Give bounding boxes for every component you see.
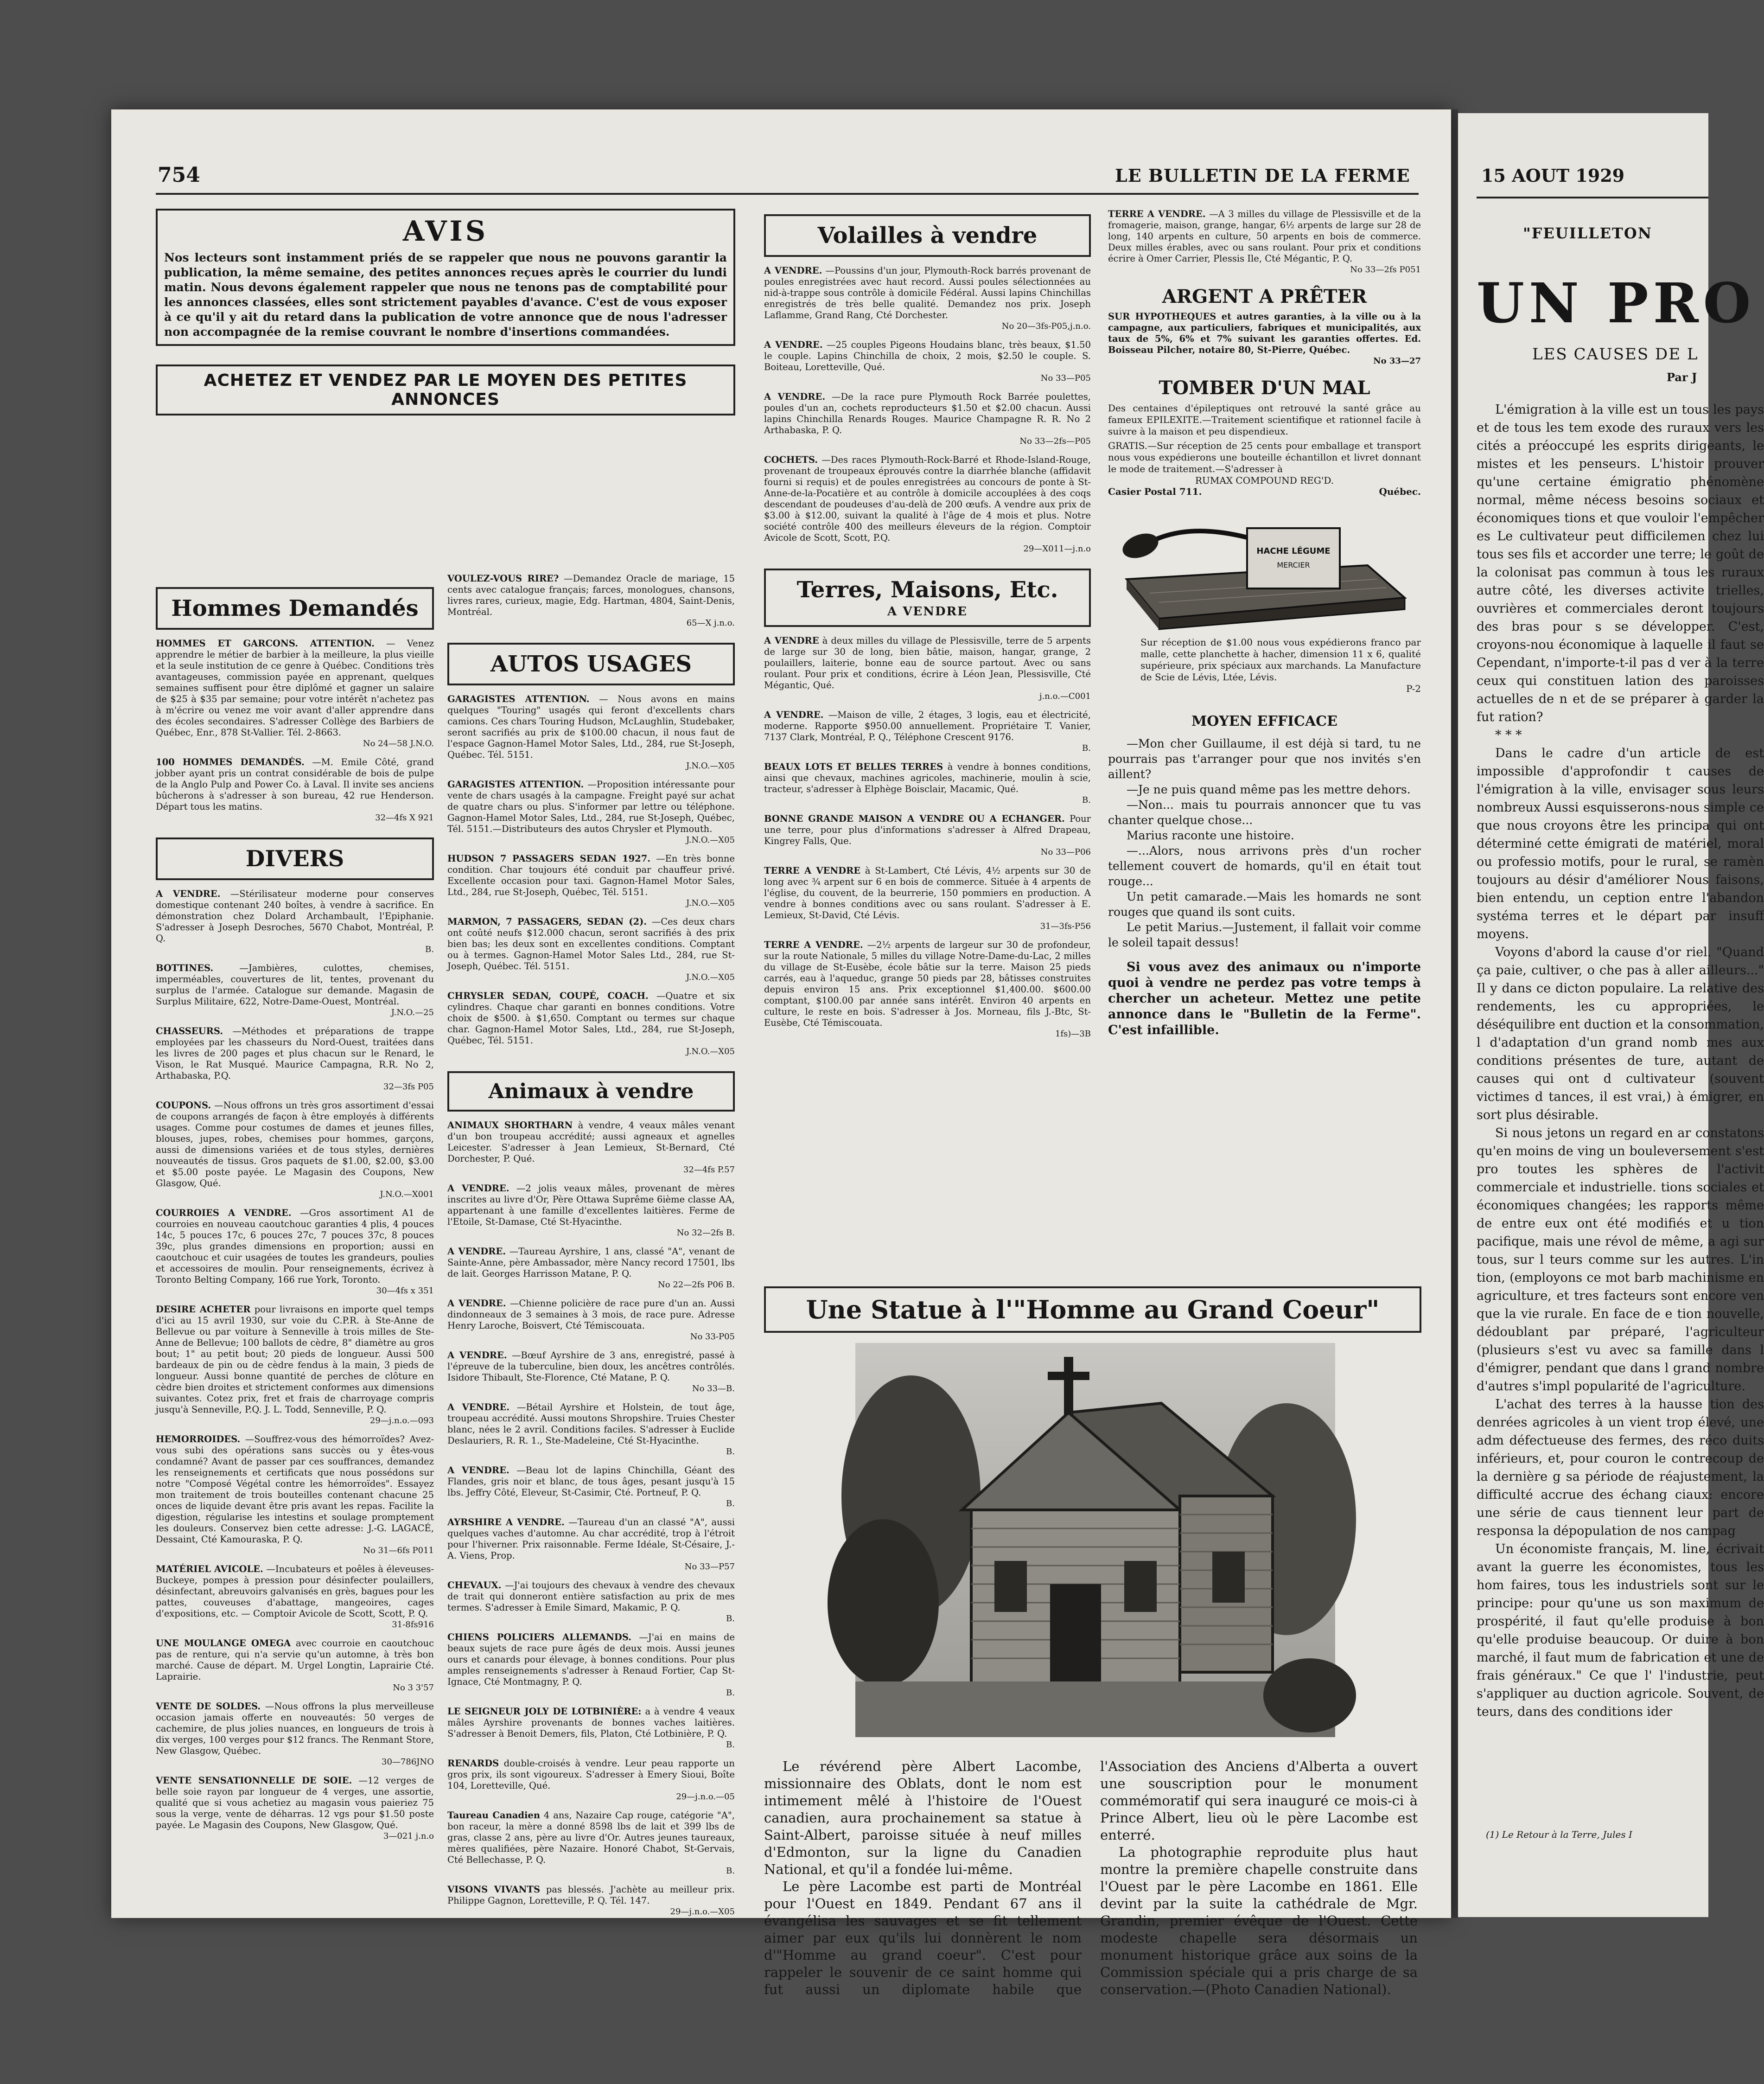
ad-ref: 29—X011—j.n.o bbox=[1023, 544, 1091, 554]
ad-text: —Bétail Ayrshire et Holstein, de tout âge, troupeau accrédité. Aussi moutons Shropshire. Truies Chester blanc, nées le 2 avril. Conditions faciles. S'adresser à Euclide Deslauriers, R. R. 1., Ste-Madeleine, Cté St-Hyacinthe. bbox=[447, 1402, 735, 1446]
ad-lead: A VENDRE bbox=[764, 635, 819, 646]
ad-text: —Jambières, culottes, chemises, imperméables, couvertures de lit, tentes, provenant du surplus de l'armée. Catalogue sur demande. Magasin de Surplus Militaire, 622, Notre-Dame-Ouest, Montréal. bbox=[156, 963, 434, 1007]
mal-text: Des centaines d'épileptiques ont retrouvé la santé grâce au fameux EPILEXITE.—Traitement scientifique et rationnel facile à suivre à la maison et peu dispendieux. bbox=[1108, 403, 1421, 437]
tool-caption bbox=[1108, 637, 1421, 695]
classified-ad bbox=[764, 265, 1091, 332]
classified-ad bbox=[447, 1402, 735, 1458]
ad-lead: BEAUX LOTS ET BELLES TERRES bbox=[764, 761, 943, 772]
tool-ref: P-2 bbox=[1406, 683, 1421, 694]
ad-text: —J'ai toujours des chevaux à vendre des chevaux de trait qui donneront entière satisfaction au prix de mes termes. S'adresser à Emile Simard, Makamic, P. Q. bbox=[447, 1580, 735, 1613]
classified-ad bbox=[447, 1465, 735, 1509]
mal-address bbox=[1108, 486, 1421, 498]
volailles-ads bbox=[764, 265, 1091, 555]
classified-ad bbox=[764, 865, 1091, 932]
ad-lead: COUPONS. bbox=[156, 1100, 211, 1111]
ad-lead: TERRE A VENDRE. bbox=[1108, 209, 1206, 219]
ad-ref: No 22—2fs P06 B. bbox=[658, 1280, 735, 1290]
terres-title: Terres, Maisons, Etc. bbox=[796, 577, 1058, 603]
ad-lead: A VENDRE. bbox=[764, 391, 826, 402]
mal-company: RUMAX COMPOUND REG'D. bbox=[1195, 475, 1334, 486]
moyen-story bbox=[1108, 736, 1421, 950]
paragraph: Le petit Marius.—Justement, il fallait voir comme le soleil tapait dessus! bbox=[1108, 921, 1421, 949]
classified-ad bbox=[764, 710, 1091, 754]
ad-ref: 32—4fs P.57 bbox=[683, 1165, 735, 1175]
ad-ref: B. bbox=[425, 945, 434, 954]
ad-lead: HUDSON 7 PASSAGERS SEDAN 1927. bbox=[447, 853, 651, 864]
ad-text: —Nous offrons la plus merveilleuse occasion jamais offerte en nouveautés: 50 verges de cachemire, de plus jolies nuances, en longueurs de trois à dix verges, 100 verges pour $12 francs. The Renmant Store, New Glasgow, Québec. bbox=[156, 1701, 434, 1756]
paragraph: —Je ne puis quand même pas les mettre dehors. bbox=[1127, 783, 1411, 796]
ad-ref: 30—4fs x 351 bbox=[376, 1286, 434, 1296]
ad-ref: No 33—B. bbox=[692, 1384, 735, 1394]
ad-lead: A VENDRE. bbox=[447, 1183, 509, 1194]
ad-ref: No 33-P05 bbox=[690, 1332, 735, 1342]
classified-ad bbox=[447, 1298, 735, 1342]
ad-text: —Poussins d'un jour, Plymouth-Rock barrés provenant de poules enregistrées avec haut record. Aussi poules sélectionnées au nid-à-trappe sous contrôle à domicile Fédéral. Aussi lapins Chinchillas enregistrés de très belle qualité. Demandez nos prix. Joseph Laflamme, Grand Rang, Cté Dorchester. bbox=[764, 265, 1091, 320]
ad-text: 4 ans, Nazaire Cap rouge, catégorie "A", bon raceur, la mère a donné 8598 lbs de lait et 399 lbs de gras, classe 2 ans, père au livre d'Or. Autres jeunes taureaux, mères qualifiées, père Nazaire. Honoré Chabot, St-Gervais, Cté Bellechasse, P. Q. bbox=[447, 1810, 735, 1865]
page2-byline: Par J bbox=[1667, 371, 1697, 384]
classified-ad bbox=[764, 761, 1091, 806]
col3-top-ads bbox=[1108, 209, 1421, 275]
ad-lead: MATÉRIEL AVICOLE. bbox=[156, 1564, 263, 1574]
paragraph: L'émigration à la ville est un tous les pays et de tous les tem exode des ruraux vers les cités a préoccupé les esprits dirigeants, le mistes et les penseurs. L'histoir prouver qu'une certaine émigratio phénomène normal, même nécess besoins sociaux et économiques tions et que vouloir l'empêcher es Le cultivateur peut difficilemen chez lui tous ses fils et accorder une terre; le goût de la colonisat pas commun à tous les ruraux autre côté, les diverses activite trielles, ouvrières et commerciales deront toujours des bras pour s se développer. C'est, croyons-nou économique à laquelle il faut se Cependant, n'importe-t-il pas d ver à la terre ceux qui constituen lation des paroisses actuelles de n et de se préparer à garder la fut ration? bbox=[1477, 403, 1764, 724]
chopper-board-illustration bbox=[1108, 510, 1421, 630]
ad-text: —Quatre et six cylindres. Chaque char garanti en bonnes conditions. Votre choix de $500. à $1,650. Comptant ou termes sur chaque char. Gagnon-Hamel Motor Sales, Ltd., 284, rue St-Joseph, Québec, Tél. 5151. bbox=[447, 991, 735, 1046]
blade-sublabel: MERCIER bbox=[1277, 561, 1310, 569]
mal-title: TOMBER D'UN MAL bbox=[1159, 377, 1370, 399]
ad-text: —A 3 milles du village de Plessisville et de la fromagerie, maison, grange, hangar, 6½ arpents de large sur 28 de long, 140 arpents en culture, 50 arpents en bois de commerce. Deux milles érables, avec ou sans roulant. Pour prix et conditions écrire à Omer Carrier, Plessis Ile, Cté Mégantic, P. Q. bbox=[1108, 209, 1421, 264]
section-volailles-header: Volailles à vendre bbox=[764, 214, 1091, 257]
classified-ad bbox=[156, 889, 434, 955]
ad-ref: 30—786JNO bbox=[382, 1757, 434, 1767]
classified-ad bbox=[156, 1775, 434, 1842]
ad-ref: 32—4fs X 921 bbox=[375, 813, 434, 823]
paragraph: Voyons d'abord la cause d'or riel. "Quand ça paie, cultiver, o che pas à aller ailleurs..." Il y dans ce dicton populaire. La relative des rendements, les cu appropriées, le déséquilibre ent duction et la consommation, l d'adaptation d'un grand nomb mes aux conditions présentes de ture, autant de causes qui ont d cultivateur (souvent victimes d tances, il est vrai,) à émigrer, en sort plus désirable. bbox=[1477, 945, 1764, 1122]
page2-feuilleton: "FEUILLETON bbox=[1523, 224, 1652, 242]
classified-ad bbox=[447, 916, 735, 983]
classified-ad bbox=[156, 1564, 434, 1630]
ad-ref: No 20—3fs-P05,j.n.o. bbox=[1001, 321, 1091, 331]
paragraph: Si nous jetons un regard en ar constatons qu'en moins de ving un bouleversement s'est pro toutes les sphères de l'activit commerciale et industrielle. tions sociales et économiques changées; les rapports même de entre eux ont été modifiés et u tion pacifique, mais une révol de même, a agi sur tous, sur l teurs comme sur les autres. L'in tion, (employons ce mot barb machinisme en agriculture, et tres facteurs sont encore ven que la vie rurale. En face de e tion nouvelle, dédoublant par préparé, l'agriculteur (plusieurs s'est vu avec sa famille dans l d'émigrer, pendant que dans l grand nombre d'autres s'impl popularité de l'agriculture. bbox=[1477, 1126, 1764, 1394]
ad-lead: A VENDRE. bbox=[764, 339, 823, 350]
ad-text: —Proposition intéressante pour vente de chars usagés à la campagne. Freight payé sur achat de quatre chars ou plus. S'informer par lettre ou téléphone. Gagnon-Hamel Motor Sales, Ltd., 284, rue St-Joseph, Québec, Tél. 5151.—Distributeurs des autos Chrysler et Plymouth. bbox=[447, 779, 735, 834]
ad-lead: UNE MOULANGE OMEGA bbox=[156, 1638, 291, 1649]
ad-lead: RENARDS bbox=[447, 1758, 499, 1769]
ad-lead: AYRSHIRE A VENDRE. bbox=[447, 1517, 565, 1528]
mal-gratis: GRATIS.—Sur réception de 25 cents pour emballage et transport nous vous expédierons une bouteille échantillon et livret donnant le mode de traitement.—S'adresser à bbox=[1108, 440, 1421, 474]
ad-lead: COURROIES A VENDRE. bbox=[156, 1208, 292, 1218]
ad-lead: HOMMES ET GARCONS. ATTENTION. bbox=[156, 638, 375, 649]
statue-article-title: Une Statue à l'"Homme au Grand Coeur" bbox=[764, 1286, 1421, 1333]
ad-text: —Souffrez-vous des hémorroïdes? Avez-vous subi des opérations sans succès ou y êtes-vous condamné? Avant de passer par ces souffrances, demandez les renseignements et certificats que nous possédons sur notre "Composé Végétal contre les hémorroïdes". Essayez mon traitement de trois bouteilles contenant chacune 25 onces de liquide devant être pris avant les repas. Facilite la digestion, régularise les intestins et soulage promptement les douleurs. Conservez bien cette adresse: J.-G. LAGACÉ, Dessaint, Cté Kamouraska, P. Q. bbox=[156, 1434, 434, 1545]
running-title: LE BULLETIN DE LA FERME bbox=[1115, 165, 1410, 186]
terres-ads bbox=[764, 635, 1091, 1040]
ad-ref: 32—3fs P05 bbox=[383, 1082, 434, 1092]
classified-ad bbox=[447, 1246, 735, 1291]
classified-ad bbox=[156, 638, 434, 749]
newspaper-page-left bbox=[111, 109, 1451, 1997]
blade-label: HACHE LÉGUME bbox=[1256, 546, 1331, 556]
ad-ref: 3—021 j.n.o bbox=[383, 1831, 434, 1841]
page2-header-rule bbox=[1477, 197, 1708, 198]
ad-ref: B. bbox=[726, 1499, 735, 1509]
ad-lead: A VENDRE. bbox=[447, 1298, 506, 1309]
ad-ref: B. bbox=[1082, 795, 1091, 805]
ad-text: —Demandez Oracle de mariage, 15 cents avec catalogue français; farces, monologues, chansons, livres rares, curieux, magie, Edg. Hartman, 4804, Saint-Denis, Montréal. bbox=[447, 573, 735, 617]
classified-ad bbox=[764, 813, 1091, 858]
argent-ref: No 33—27 bbox=[1373, 356, 1421, 366]
classified-ad bbox=[447, 991, 735, 1057]
paragraph: —Mon cher Guillaume, il est déjà si tard, tu ne pourrais pas t'arranger pour que nos invités s'en aillent? bbox=[1108, 737, 1421, 781]
ad-text: —Méthodes et préparations de trappe employées par les chasseurs du Nord-Ouest, traitées dans les livres de 200 pages et plus chacun sur le Renard, le Vison, le Rat Musqué. Maurice Campagna, R.R. No 2, Arthabaska, P.Q. bbox=[156, 1026, 434, 1081]
ad-lead: DESIRE ACHETER bbox=[156, 1304, 251, 1315]
ad-lead: BONNE GRANDE MAISON A VENDRE OU A ECHANGER. bbox=[764, 813, 1065, 824]
ad-ref: J.N.O.—X05 bbox=[686, 972, 735, 982]
ad-lead: Taureau Canadien bbox=[447, 1810, 541, 1821]
avis-area bbox=[156, 209, 735, 416]
page2-article-body bbox=[1477, 401, 1764, 1721]
ad-text: à vendre, 4 veaux mâles venant d'un bon troupeau accrédité; aussi agneaux et agnelles Leicester. S'adresser à Jean Lemieux, St-Bernard, Cté Dorchester, P. Qué. bbox=[447, 1120, 735, 1164]
ad-text: —J'ai en mains de beaux sujets de race pure âgés de deux mois. Aussi jeunes ours et canards pour élevage, à bonnes conditions. Pour plus amples renseignements s'adresser à Renaud Fortier, Cap St-Ignace, Cté Montmagny, P. Q. bbox=[447, 1632, 735, 1687]
ad-lead: A VENDRE. bbox=[156, 889, 221, 899]
ad-text: —M. Emile Côté, grand jobber ayant pris un contrat considérable de bois de pulpe de la Anglo Pulp and Power Co. à Laval. Il invite ses anciens bûcherons à s'adresser à son bureau, 42 rue Henderson. Départ tous les matins. bbox=[156, 757, 434, 812]
column-4 bbox=[1108, 209, 1421, 1038]
paragraph: Un économiste français, M. line, écrivait avant la guerre les économistes, tous les hom faires, tous les industriels sont sur le principe: pour qu'une us son maximum de prospérité, il faut qu'elle produise à bon qu'elle produise beaucoup. Or duire à bon marché, il faut mum de fabrication et une de frais généraux." Ce que l' l'industrie, peut s'appliquer au duction agricole. Souvent, de teurs, dans des conditions ider bbox=[1477, 1542, 1764, 1719]
moyen-cta: Si vous avez des animaux ou n'importe quoi à vendre ne perdez pas votre temps à chercher un acheteur. Mettez une petite annonce dans le "Bulletin de la Ferme". C'est infaillible. bbox=[1108, 960, 1421, 1037]
classified-ad bbox=[447, 1884, 735, 1918]
ad-lead: A VENDRE. bbox=[447, 1350, 507, 1361]
page2-title: UN PRO bbox=[1477, 271, 1756, 335]
ad-ref: B. bbox=[726, 1688, 735, 1698]
classified-ad bbox=[764, 940, 1091, 1040]
classified-ad bbox=[447, 1632, 735, 1699]
paragraph: L'achat des terres à la hausse tion des denrées agricoles à un vient trop élevé, une adm défectueuse des fermes, des réco duits inférieurs, et, pour couron le contrecoup de la dernière g sa période de réajustement, la difficulté accrue des échang ciaux: encore une série de caus tiennent leur part de responsa la dépopulation de nos campag bbox=[1477, 1397, 1764, 1538]
classified-ad bbox=[156, 1701, 434, 1768]
classified-ad bbox=[764, 339, 1091, 384]
ad-ref: J.N.O.—X05 bbox=[686, 898, 735, 908]
divers-ads bbox=[156, 889, 434, 1842]
paragraph: Un petit camarade.—Mais les homards ne sont rouges que quand ils sont cuits. bbox=[1108, 890, 1421, 919]
column-3 bbox=[764, 209, 1091, 1047]
ad-text: —Nous offrons un très gros assortiment d'essai de coupons arrangés de façon à être employés à différents usages. Comme pour costumes de dames et jeunes filles, blouses, jupes, robes, chemises pour hommes, garçons, aussi de dimensions variées et de tous styles, dernières nouveautés de tissus. Gros paquets de $1.00, $2.00, $3.00 et $5.00 poste payée. Le Magasin des Coupons, New Glasgow, Qué. bbox=[156, 1100, 434, 1189]
ad-ref: No 24—58 J.N.O. bbox=[363, 739, 434, 748]
ad-ref: B. bbox=[726, 1614, 735, 1624]
avis-box bbox=[156, 209, 735, 346]
paragraph: Le révérend père Albert Lacombe, missionnaire des Oblats, dont le nom est intimement mêlé à l'histoire de l'Ouest canadien, aura prochainement sa statue à Saint-Albert, paroisse située à neuf milles d'Edmonton, sur la ligne du Canadien National, et qu'il a fondée lui-même. bbox=[764, 1758, 1082, 1877]
ad-text: —2 jolis veaux mâles, provenant de mères inscrites au livre d'Or, Père Ottawa Suprême 6ième classe AA, appartenant à une famille d'excellentes laitières. Ferme de l'Etoile, St-Damase, Cté St-Hyacinthe. bbox=[447, 1183, 735, 1227]
ad-text: pas blessés. J'achète au meilleur prix. Philippe Gagnon, Loretteville, P. Q. Tél. 147. bbox=[447, 1884, 735, 1906]
classified-ad bbox=[447, 1580, 735, 1624]
ad-ref: 31-8fs916 bbox=[392, 1620, 434, 1630]
page2-date: 15 AOUT 1929 bbox=[1481, 165, 1625, 186]
ad-ref: No 33—2fs—P05 bbox=[1019, 436, 1091, 446]
ad-ref: B. bbox=[1082, 743, 1091, 753]
ad-ref: No 33—2fs P051 bbox=[1350, 265, 1421, 275]
argent-text: SUR HYPOTHEQUES et autres garanties, à la ville ou à la campagne, aux particuliers, fabriques et municipalités, aux taux de 5%, 6% et 7% suivant les garanties offertes. Ed. Boisseau Pilcher, notaire 80, St-Pierre, Québec. bbox=[1108, 311, 1421, 355]
terres-subtitle: A VENDRE bbox=[887, 605, 968, 619]
classified-ad bbox=[447, 1517, 735, 1573]
ad-ref: J.N.O.—X05 bbox=[686, 835, 735, 845]
ad-lead: TERRE A VENDRE. bbox=[764, 940, 863, 950]
classified-ad bbox=[764, 454, 1091, 555]
ad-lead: ANIMAUX SHORTHARN bbox=[447, 1120, 573, 1131]
classified-ad bbox=[447, 853, 735, 909]
classified-ad bbox=[447, 1120, 735, 1176]
section-animaux-header: Animaux à vendre bbox=[447, 1071, 735, 1112]
ad-text: —Taureau Ayrshire, 1 ans, classé "A", venant de Sainte-Anne, père Ambassador, mère Nancy record 17501, lbs de lait. Georges Harrisson Matane, P. Q. bbox=[447, 1246, 735, 1279]
ad-ref: B. bbox=[726, 1866, 735, 1876]
statue-article-body bbox=[764, 1758, 1418, 1998]
column-1 bbox=[156, 573, 434, 1849]
ad-text: — Nous avons en mains quelques "Touring" usagés qui feront d'excellents chars camions. Ces chars Touring Hudson, McLaughlin, Studebaker, seront sacrifiés au prix de $100.00 chacun, il nous faut de l'espace Gagnon-Hamel Motor Sales, Ltd., 284, rue St-Joseph, Québec. Tél. 5151. bbox=[447, 694, 735, 760]
avis-title: AVIS bbox=[402, 215, 489, 248]
ad-text: —En très bonne condition. Char toujours été conduit par chauffeur privé. Excellente occasion pour taxi. Gagnon-Hamel Motor Sales, Ltd., 284, rue St-Joseph, Québec, Tél. 5151. bbox=[447, 853, 735, 897]
ad-text: Pour une terre, pour plus d'informations s'adresser à Alfred Drapeau, Kingrey Falls, Que. bbox=[764, 813, 1091, 846]
ad-ref: B. bbox=[726, 1447, 735, 1457]
ad-text: —Chienne policière de race pure d'un an. Aussi dindonneaux de 3 semaines à 3 mois, de race pure. Adresse Henry Laroche, Boisvert, Cté Témiscouata. bbox=[447, 1298, 735, 1331]
classified-ad bbox=[447, 1810, 735, 1877]
ad-text: avec courroie en caoutchouc pas de renture, qui n'a servie qu'un automne, à très bon marché. Cause de départ. M. Urgel Longtin, Laprairie Cté. Laprairie. bbox=[156, 1638, 434, 1682]
ad-text: —2½ arpents de largeur sur 30 de profondeur, sur la route Nationale, 5 milles du village Notre-Dame-du-Lac, 2 milles du village de St-Eusèbe, école bâtie sur la terre. Maison 25 pieds carrés, eau à l'aqueduc, grange 50 pieds par 28, bâtisses construites depuis environ 15 ans. Prix exceptionnel $1,400.00. $600.00 comptant, $100.00 par année sans intérêt. Environ 40 arpents en culture, le reste en bois. S'adresser à Jos. Morneau, fils J.-Btc, St-Eusèbe, Cté Témiscouata. bbox=[764, 940, 1091, 1028]
classified-ad bbox=[447, 1758, 735, 1803]
ad-text: pour livraisons en importe quel temps d'ici au 15 avril 1930, sur voie du C.P.R. à Ste-Anne de Bellevue ou par voiture à Senneville à trois milles de Ste-Anne de Bellevue; 100 ballots de cèdre, 8" diamètre au gros bout; 1" au petit bout; 20 pieds de longueur. Aussi 500 bardeaux de pin ou de cèdre fendus à la main, 3 pieds de longueur. Aussi bonne quantité de perches de clôture en cèdre bien droites et strictement conformes aux dimensions suivantes. Cotez prix, fret et frais de charroyage compris jusqu'à Senneville, P.Q. J. L. Todd, Senneville, P. Q. bbox=[156, 1304, 434, 1415]
ad-lead: A VENDRE. bbox=[764, 265, 822, 276]
classified-ad bbox=[764, 391, 1091, 447]
ad-ref: J.N.O.—X001 bbox=[380, 1189, 434, 1199]
ad-lead: CHASSEURS. bbox=[156, 1026, 223, 1036]
hommes-ads bbox=[156, 638, 434, 824]
ad-text: —Maison de ville, 2 étages, 3 logis, eau et électricité, moderne. Rapporte $950.00 annuellement. Propriétaire T. Vanier, 7137 Clark, Montréal, P. Q., Téléphone Crescent 9176. bbox=[764, 710, 1091, 742]
ad-lead: CHRYSLER SEDAN, COUPÉ, COACH. bbox=[447, 991, 649, 1001]
paragraph: —Non... mais tu pourrais annoncer que tu vas chanter quelque chose... bbox=[1108, 798, 1421, 827]
ad-lead: CHEVAUX. bbox=[447, 1580, 502, 1591]
ad-lead: A VENDRE. bbox=[447, 1465, 509, 1476]
ad-lead: GARAGISTES ATTENTION. bbox=[447, 779, 584, 790]
ad-ref: No 31—6fs P011 bbox=[363, 1546, 434, 1555]
ad-text: —Des races Plymouth-Rock-Barré et Rhode-Island-Rouge, provenant de troupeaux éprouvés contre la diarrhée blanche (affidavit fourni si requis) et de poules enregistrées au concours de ponte à St-Anne-de-la-Pocatière et au contrôle à domicile accouplées à des coqs descendant de poudeuses d'au-delà de 200 œufs. A vendre aux prix de $3.00 à $12.00, suivant la qualité à l'âge de 4 mois et plus. Notre société contrôle 400 des meilleurs éleveurs de la région. Comptoir Avicole de Scott, Scott, P.Q. bbox=[764, 454, 1091, 543]
ad-text: à vendre à bonnes conditions, ainsi que chevaux, machines agricoles, machinerie, moulin à scie, tracteur, s'adresser à Elphège Boisclair, Macamic, Qué. bbox=[764, 761, 1091, 794]
ad-lead: GARAGISTES ATTENTION. bbox=[447, 694, 590, 704]
classified-ad bbox=[156, 1638, 434, 1694]
classified-ad bbox=[1108, 209, 1421, 275]
chapel-photo bbox=[855, 1343, 1335, 1737]
ad-text: —Beau lot de lapins Chinchilla, Géant des Flandes, gris noir et blanc, de tous âges, pesant jusqu'à 15 lbs. Jeffry Côté, Eleveur, St-Casimir, Cté. Portneuf, P. Q. bbox=[447, 1465, 735, 1498]
page-number: 754 bbox=[158, 163, 200, 187]
ad-ref: 29—j.n.o.—05 bbox=[676, 1792, 735, 1802]
section-hommes-header: Hommes Demandés bbox=[156, 587, 434, 630]
header-rule bbox=[156, 193, 1419, 195]
ad-lead: TERRE A VENDRE bbox=[764, 865, 861, 876]
ad-text: à St-Lambert, Cté Lévis, 4½ arpents sur 30 de long avec ¾ arpent sur 6 en bois de commerce. Située à 4 arpents de l'église, du couvent, de la beurrerie, 150 pommiers en production. A vendre à bonnes conditions avec ou sans roulant. S'adresser à E. Lemieux, St-David, Cté Lévis. bbox=[764, 865, 1091, 921]
ad-lead: HEMORROIDES. bbox=[156, 1434, 241, 1445]
mal-city: Québec. bbox=[1379, 486, 1421, 497]
ad-text: —Ces deux chars ont coûté neufs $12.000 chacun, seront sacrifiés à des prix bien bas; les deux sont en excellentes conditions. Comptant ou à termes. Gagnon-Hamel Motor Sales Ltd., 284, rue St-Joseph, Québec. Tél. 5151. bbox=[447, 916, 735, 972]
ad-lead: VENTE SENSATIONNELLE DE SOIE. bbox=[156, 1775, 352, 1786]
ad-text: —Gros assortiment A1 de courroies en nouveau caoutchouc garanties 4 plis, 4 pouces 14c, 5 pouces 17c, 6 pouces 27c, 7 pouces 37c, 8 pouces 39c, plus grandes dimensions en proportion; aussi en caoutchouc et cuir usagées de toutes les grandeurs, poulies et accessoires de moulin. Pour renseignements, écrivez à Toronto Belting Company, 166 rue York, Toronto. bbox=[156, 1208, 434, 1285]
section-autos-header: AUTOS USAGES bbox=[447, 643, 735, 685]
ad-text: —De la race pure Plymouth Rock Barrée poulettes, poules d'un an, cochets reproducteurs $1.50 et $2.00 chacun. Aussi lapins Chinchilla Renards Rouges. Maurice Champagne R. R. No 2 Arthabaska, P. Q. bbox=[764, 391, 1091, 435]
section-divers-header: DIVERS bbox=[156, 837, 434, 880]
classified-ad bbox=[156, 1026, 434, 1093]
column-2 bbox=[447, 573, 735, 1925]
ad-lead: VENTE DE SOLDES. bbox=[156, 1701, 261, 1712]
ad-text: —25 couples Pigeons Houdains blanc, très beaux, $1.50 le couple. Lapins Chinchilla de choix, 2 mois, $2.50 le couple. S. Boiteau, Loretteville, Qué. bbox=[764, 339, 1091, 372]
ad-ref: J.N.O.—25 bbox=[391, 1008, 434, 1017]
argent-ad bbox=[1108, 311, 1421, 367]
ad-text: — Venez apprendre le métier de barbier à la meilleure, la plus vieille et la seule institution de ce genre à Québec. Conditions très avantageuses, commission payée en apprenant, quelques semaines suffisent pour être diplômé et gagner un salaire de $25 à $35 par semaine; pour votre intérêt n'achetez pas à m'écrire ou venez me voir avant d'aller apprendre dans des écoles secondaires. S'adresser Collège des Barbiers de Québec, Enr., 878 St-Vallier. Tél. 2-8663. bbox=[156, 638, 434, 738]
paragraph: Le père Lacombe est parti de Montréal pour l'Ouest en 1849. Pendant 67 ans il évangélisa les sauvages et se fit tellement aimer par eux qu'ils lui donnèrent le nom d'"Homme au grand coeur". C'est pour rappeler le souvenir de ce saint homme qui fut aussi un diplomate habile que l'Association des Anciens d'Alberta a ouvert une souscription pour le monument commémoratif qui sera inauguré ce mois-ci à Prince Albert, lieu où le père Lacombe est enterré. bbox=[764, 1758, 1418, 1997]
ad-lead: 100 HOMMES DEMANDÉS. bbox=[156, 757, 305, 767]
autos-ads bbox=[447, 694, 735, 1057]
ad-lead: A VENDRE. bbox=[447, 1246, 506, 1257]
argent-title: ARGENT A PRÊTER bbox=[1162, 286, 1367, 307]
newspaper-page-right bbox=[1458, 113, 1764, 1917]
mal-box: Casier Postal 711. bbox=[1108, 486, 1202, 497]
ad-ref: No 33—P05 bbox=[1040, 373, 1091, 383]
classifieds-banner: ACHETEZ ET VENDEZ PAR LE MOYEN DES PETITES ANNONCES bbox=[156, 364, 735, 416]
ad-lead: COCHETS. bbox=[764, 454, 818, 465]
ad-ref: No 3 3'57 bbox=[393, 1683, 434, 1693]
ad-ref: j.n.o.—C001 bbox=[1039, 691, 1091, 701]
paragraph: Dans le cadre d'un article de est impossible d'approfondir t causes de l'émigration à la ville, envisager sous leurs nombreux Aussi esquisserons-nous simple ce que nous croyons être les principa qui ont déterminé cette émigrati de matériel, moral ou professio motifs, pour le rural, se ramèn toujours au désir d'améliorer Nous faisons, bien entendu, un ception entre l'abandon systéma terres et le départ par insuff moyens. bbox=[1477, 746, 1764, 941]
classified-ad bbox=[447, 1183, 735, 1239]
col2-top-ads bbox=[447, 573, 735, 629]
avis-text: Nos lecteurs sont instamment priés de se rappeler que nous ne pouvons garantir la publication, la même semaine, des petites annonces reçues après le courrier du lundi matin. Nous devons également rappeler que nous ne tenons pas de comptabilité pour les annonces classées, elles sont strictement payables d'avance. C'est de vous exposer à ce qu'il y ait du retard dans la publication de votre annonce que de nous l'adresser non accompagnée de la remise couvrant le nombre d'insertions commandées. bbox=[164, 251, 727, 339]
ad-ref: 29—j.n.o.—093 bbox=[369, 1416, 434, 1426]
moyen-title: MOYEN EFFICACE bbox=[1191, 713, 1337, 729]
classified-ad bbox=[447, 1706, 735, 1751]
page-gutter bbox=[1451, 109, 1458, 1918]
ad-lead: BOTTINES. bbox=[156, 963, 214, 973]
ad-text: —12 verges de belle soie rayon par longueur de 4 verges, une assortie, qualité que si vous achetiez au magasin vous paieriez 75 sous la verge, vente de déharras. 12 vgs pour $1.50 poste payée. Le Magasin des Coupons, New Glasgow, Qué. bbox=[156, 1775, 434, 1830]
ad-lead: VOULEZ-VOUS RIRE? bbox=[447, 573, 559, 584]
ad-text: —Incubateurs et poêles à éleveuses-Buckeye, pompes à pression pour désinfecter poulaillers, désinfectant, abreuvoirs galvanisés en grès, bagues pour les pattes, couveuses d'abattage, mangeoires, cages d'expositions, etc. — Comptoir Avicole de Scott, Scott, P. Q. bbox=[156, 1564, 434, 1619]
page2-subtitle: LES CAUSES DE L bbox=[1532, 345, 1699, 364]
classified-ad bbox=[447, 694, 735, 772]
ad-lead: VISONS VIVANTS bbox=[447, 1884, 541, 1895]
paragraph: Marius raconte une histoire. bbox=[1127, 829, 1294, 842]
page2-footnote: (1) Le Retour à la Terre, Jules I bbox=[1486, 1829, 1632, 1840]
ad-lead: LE SEIGNEUR JOLY DE LOTBINIÈRE: bbox=[447, 1706, 642, 1717]
ad-ref: 65—X j.n.o. bbox=[686, 618, 735, 628]
ad-ref: 29—j.n.o.—X05 bbox=[670, 1907, 735, 1917]
ad-text: —Bœuf Ayrshire de 3 ans, enregistré, passé à l'épreuve de la tuberculine, bien doux, les ancêtres contrôlés. Isidore Thibault, Ste-Florence, Cté Matane, P. Q. bbox=[447, 1350, 735, 1383]
ad-text: —Taureau d'un an classé "A", aussi quelques vaches d'automne. Au char accrédité, trop à l'étroit pour l'hiverner. Prix raisonnable. Ferme Idéale, St-Césaire, J.-A. Viens, Prop. bbox=[447, 1517, 735, 1561]
animaux-ads bbox=[447, 1120, 735, 1918]
ad-ref: J.N.O.—X05 bbox=[686, 1047, 735, 1056]
paragraph: La photographie reproduite plus haut montre la première chapelle construite dans l'Ouest par le père Lacombe en 1861. Elle devint par la suite la cathédrale de Mgr. Grandin, premier évêque de l'Ouest. Cette modeste chapelle sera désormais un monument historique grâce aux soins de la Commission spéciale qui a pris charge de sa conservation.—(Photo Canadien National). bbox=[1100, 1844, 1418, 1997]
classified-ad bbox=[764, 635, 1091, 702]
ad-ref: 1fs)—3B bbox=[1055, 1029, 1091, 1039]
classified-ad bbox=[447, 1350, 735, 1394]
ad-ref: No 33—P57 bbox=[684, 1562, 735, 1572]
ad-lead: A VENDRE. bbox=[447, 1402, 510, 1413]
classified-ad bbox=[156, 963, 434, 1018]
classified-ad bbox=[447, 573, 735, 629]
ad-ref: B. bbox=[726, 1740, 735, 1750]
ad-lead: CHIENS POLICIERS ALLEMANDS. bbox=[447, 1632, 632, 1643]
ad-text: —Stérilisateur moderne pour conserves domestique contenant 240 boîtes, à vendre à sacrifice. En démonstration chez Dolard Archambault, l'Epiphanie. S'adresser à Joseph Desroches, 5670 Chabot, Montréal, P. Q. bbox=[156, 889, 434, 944]
ad-text: double-croisés à vendre. Leur peau rapporte un gros prix, ils sont vigoureux. S'adresser à Emery Sioui, Boîte 104, Loretteville, Qué. bbox=[447, 1758, 735, 1791]
paragraph: * * * bbox=[1495, 728, 1522, 742]
paragraph: —...Alors, nous arrivons près d'un rocher tellement couvert de homards, qu'il en était tout rouge... bbox=[1108, 844, 1421, 888]
ad-ref: 31—3fs-P56 bbox=[1040, 921, 1091, 931]
classified-ad bbox=[156, 1434, 434, 1556]
section-terres-header bbox=[764, 569, 1091, 627]
ad-ref: No 32—2fs B. bbox=[676, 1228, 735, 1238]
ad-ref: J.N.O.—X05 bbox=[686, 761, 735, 771]
ad-text: a à vendre 4 veaux mâles Ayrshire provenants de bonnes vaches laitières. S'adresser à Benoit Demers, fils, Platon, Cté Lotbinière, P. Q. bbox=[447, 1706, 735, 1739]
classified-ad bbox=[156, 1100, 434, 1200]
ad-lead: A VENDRE. bbox=[764, 710, 824, 720]
ad-text: à deux milles du village de Plessisville, terre de 5 arpents de large sur 30 de long, bien bâtie, maison, hangar, grange, 2 poulaillers, laiterie, bonne eau de source partout. Avec ou sans roulant. Pour prix et conditions, écrire à Léon Jean, Plessisville, Cté Mégantic, Qué. bbox=[764, 635, 1091, 690]
classified-ad bbox=[156, 1304, 434, 1426]
classified-ad bbox=[447, 779, 735, 846]
ad-ref: No 33—P06 bbox=[1040, 847, 1091, 857]
tool-caption-text: Sur réception de $1.00 nous vous expédierons franco par malle, cette planchette à hacher, dimension 11 x 6, qualité supérieure, prix spéciaux aux marchands. La Manufacture de Scie de Lévis, Ltée, Lévis. bbox=[1140, 637, 1421, 683]
classified-ad bbox=[156, 1208, 434, 1297]
ad-lead: MARMON, 7 PASSAGERS, SEDAN (2). bbox=[447, 916, 647, 927]
classified-ad bbox=[156, 757, 434, 824]
